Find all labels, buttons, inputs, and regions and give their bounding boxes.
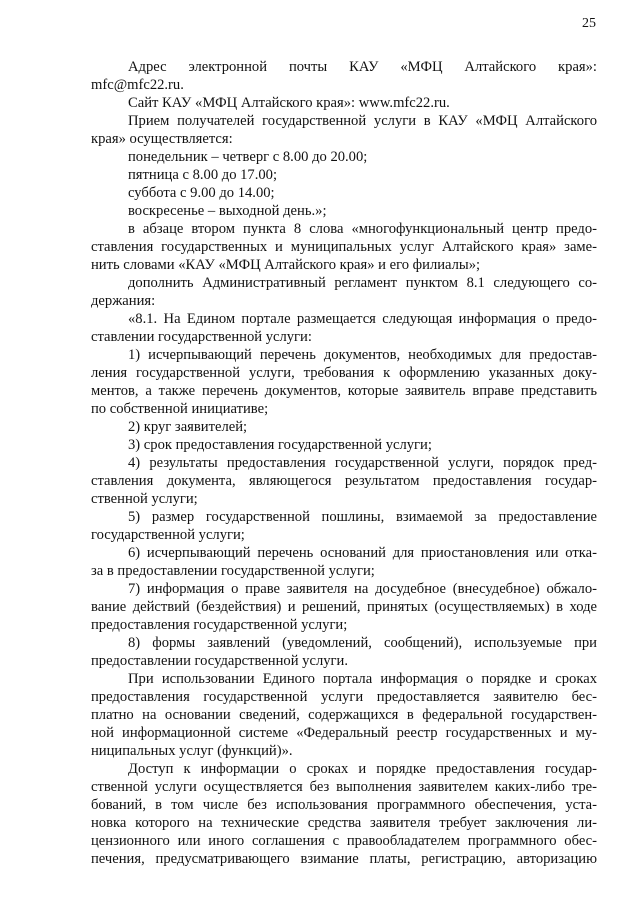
list-item-line: ственной услуги; <box>91 491 198 507</box>
page-number: 25 <box>582 16 596 31</box>
list-item-line: ментов, а также перечень документов, которые заявитель вправе представить <box>91 383 597 399</box>
text-line: новка которого на технические средства заявителя требует заключения ли- <box>91 815 597 831</box>
text-line: ставления государственных и муниципальных услуг Алтайского края» заме- <box>91 239 597 255</box>
text-line: ственной услуги осуществляется без выполнения заявителем каких-либо тре- <box>91 779 597 795</box>
list-item-line: 4) результаты предоставления государственной услуги, порядок пред- <box>128 455 597 471</box>
list-item-line: по собственной инициативе; <box>91 401 269 417</box>
list-item-line: 6) исчерпывающий перечень оснований для приостановления или отка- <box>128 545 597 561</box>
text-line: края» осуществляется: <box>91 131 233 147</box>
list-item-line: ления государственной услуги, требования к оформлению указанных доку- <box>91 365 597 381</box>
text-line: Доступ к информации о сроках и порядке предоставления государ- <box>128 761 597 777</box>
list-item-line: 5) размер государственной пошлины, взимаемой за предоставление <box>128 509 597 525</box>
schedule-line: понедельник – четверг с 8.00 до 20.00; <box>128 149 368 165</box>
text-line: Сайт КАУ «МФЦ Алтайского края»: www.mfc22.ru. <box>128 95 450 111</box>
text-line: ниципальных услуг (функций)». <box>91 743 293 759</box>
text-line: ной информационной системе «Федеральный реестр государственных и му- <box>91 725 597 741</box>
list-item-line: 7) информация о праве заявителя на досудебное (внесудебное) обжало- <box>128 581 597 597</box>
text-line: предоставления государственной услуги предоставляется заявителю бес- <box>91 689 597 705</box>
text-line: нить словами «КАУ «МФЦ Алтайского края» и его филиалы»; <box>91 257 481 273</box>
text-line: При использовании Единого портала информация о порядке и сроках <box>128 671 597 687</box>
document-body <box>91 58 597 868</box>
list-item-line: вание действий (бездействия) и решений, принятых (осуществляемых) в ходе <box>91 599 597 615</box>
list-item-line: государственной услуги; <box>91 527 245 543</box>
text-line: ставлении государственной услуги: <box>91 329 312 345</box>
list-item-line: ставления документа, являющегося результатом предоставления государ- <box>91 473 597 489</box>
schedule-line: пятница с 8.00 до 17.00; <box>128 167 278 183</box>
text-line: Адрес электронной почты КАУ «МФЦ Алтайского края»: <box>128 59 597 75</box>
text-line: mfc@mfc22.ru. <box>91 77 184 93</box>
list-item-line: 1) исчерпывающий перечень документов, необходимых для предостав- <box>128 347 597 363</box>
text-line: держания: <box>91 293 156 309</box>
text-line: печения, предусматривающего взимание платы, регистрацию, авторизацию <box>91 851 597 867</box>
list-item-line: за в предоставлении государственной услуги; <box>91 563 375 579</box>
list-item-line: предоставлении государственной услуги. <box>91 653 348 669</box>
text-line: цензионного или иного соглашения с правообладателем программного обес- <box>91 833 597 849</box>
list-item-line: 3) срок предоставления государственной услуги; <box>128 437 432 453</box>
schedule-line: воскресенье – выходной день.»; <box>128 203 327 219</box>
text-line: дополнить Административный регламент пунктом 8.1 следующего со- <box>128 275 597 291</box>
text-line: «8.1. На Едином портале размещается следующая информация о предо- <box>128 311 597 327</box>
list-item-line: 8) формы заявлений (уведомлений, сообщений), используемые при <box>128 635 597 651</box>
schedule-line: суббота с 9.00 до 14.00; <box>128 185 275 201</box>
text-line: в абзаце втором пункта 8 слова «многофункциональный центр предо- <box>128 221 597 237</box>
list-item-line: предоставления государственной услуги; <box>91 617 348 633</box>
list-item-line: 2) круг заявителей; <box>128 419 248 435</box>
text-line: платно на основании сведений, содержащихся в федеральной государствен- <box>91 707 597 723</box>
text-line: бований, в том числе без использования программного обеспечения, уста- <box>91 797 597 813</box>
text-line: Прием получателей государственной услуги в КАУ «МФЦ Алтайского <box>128 113 597 129</box>
